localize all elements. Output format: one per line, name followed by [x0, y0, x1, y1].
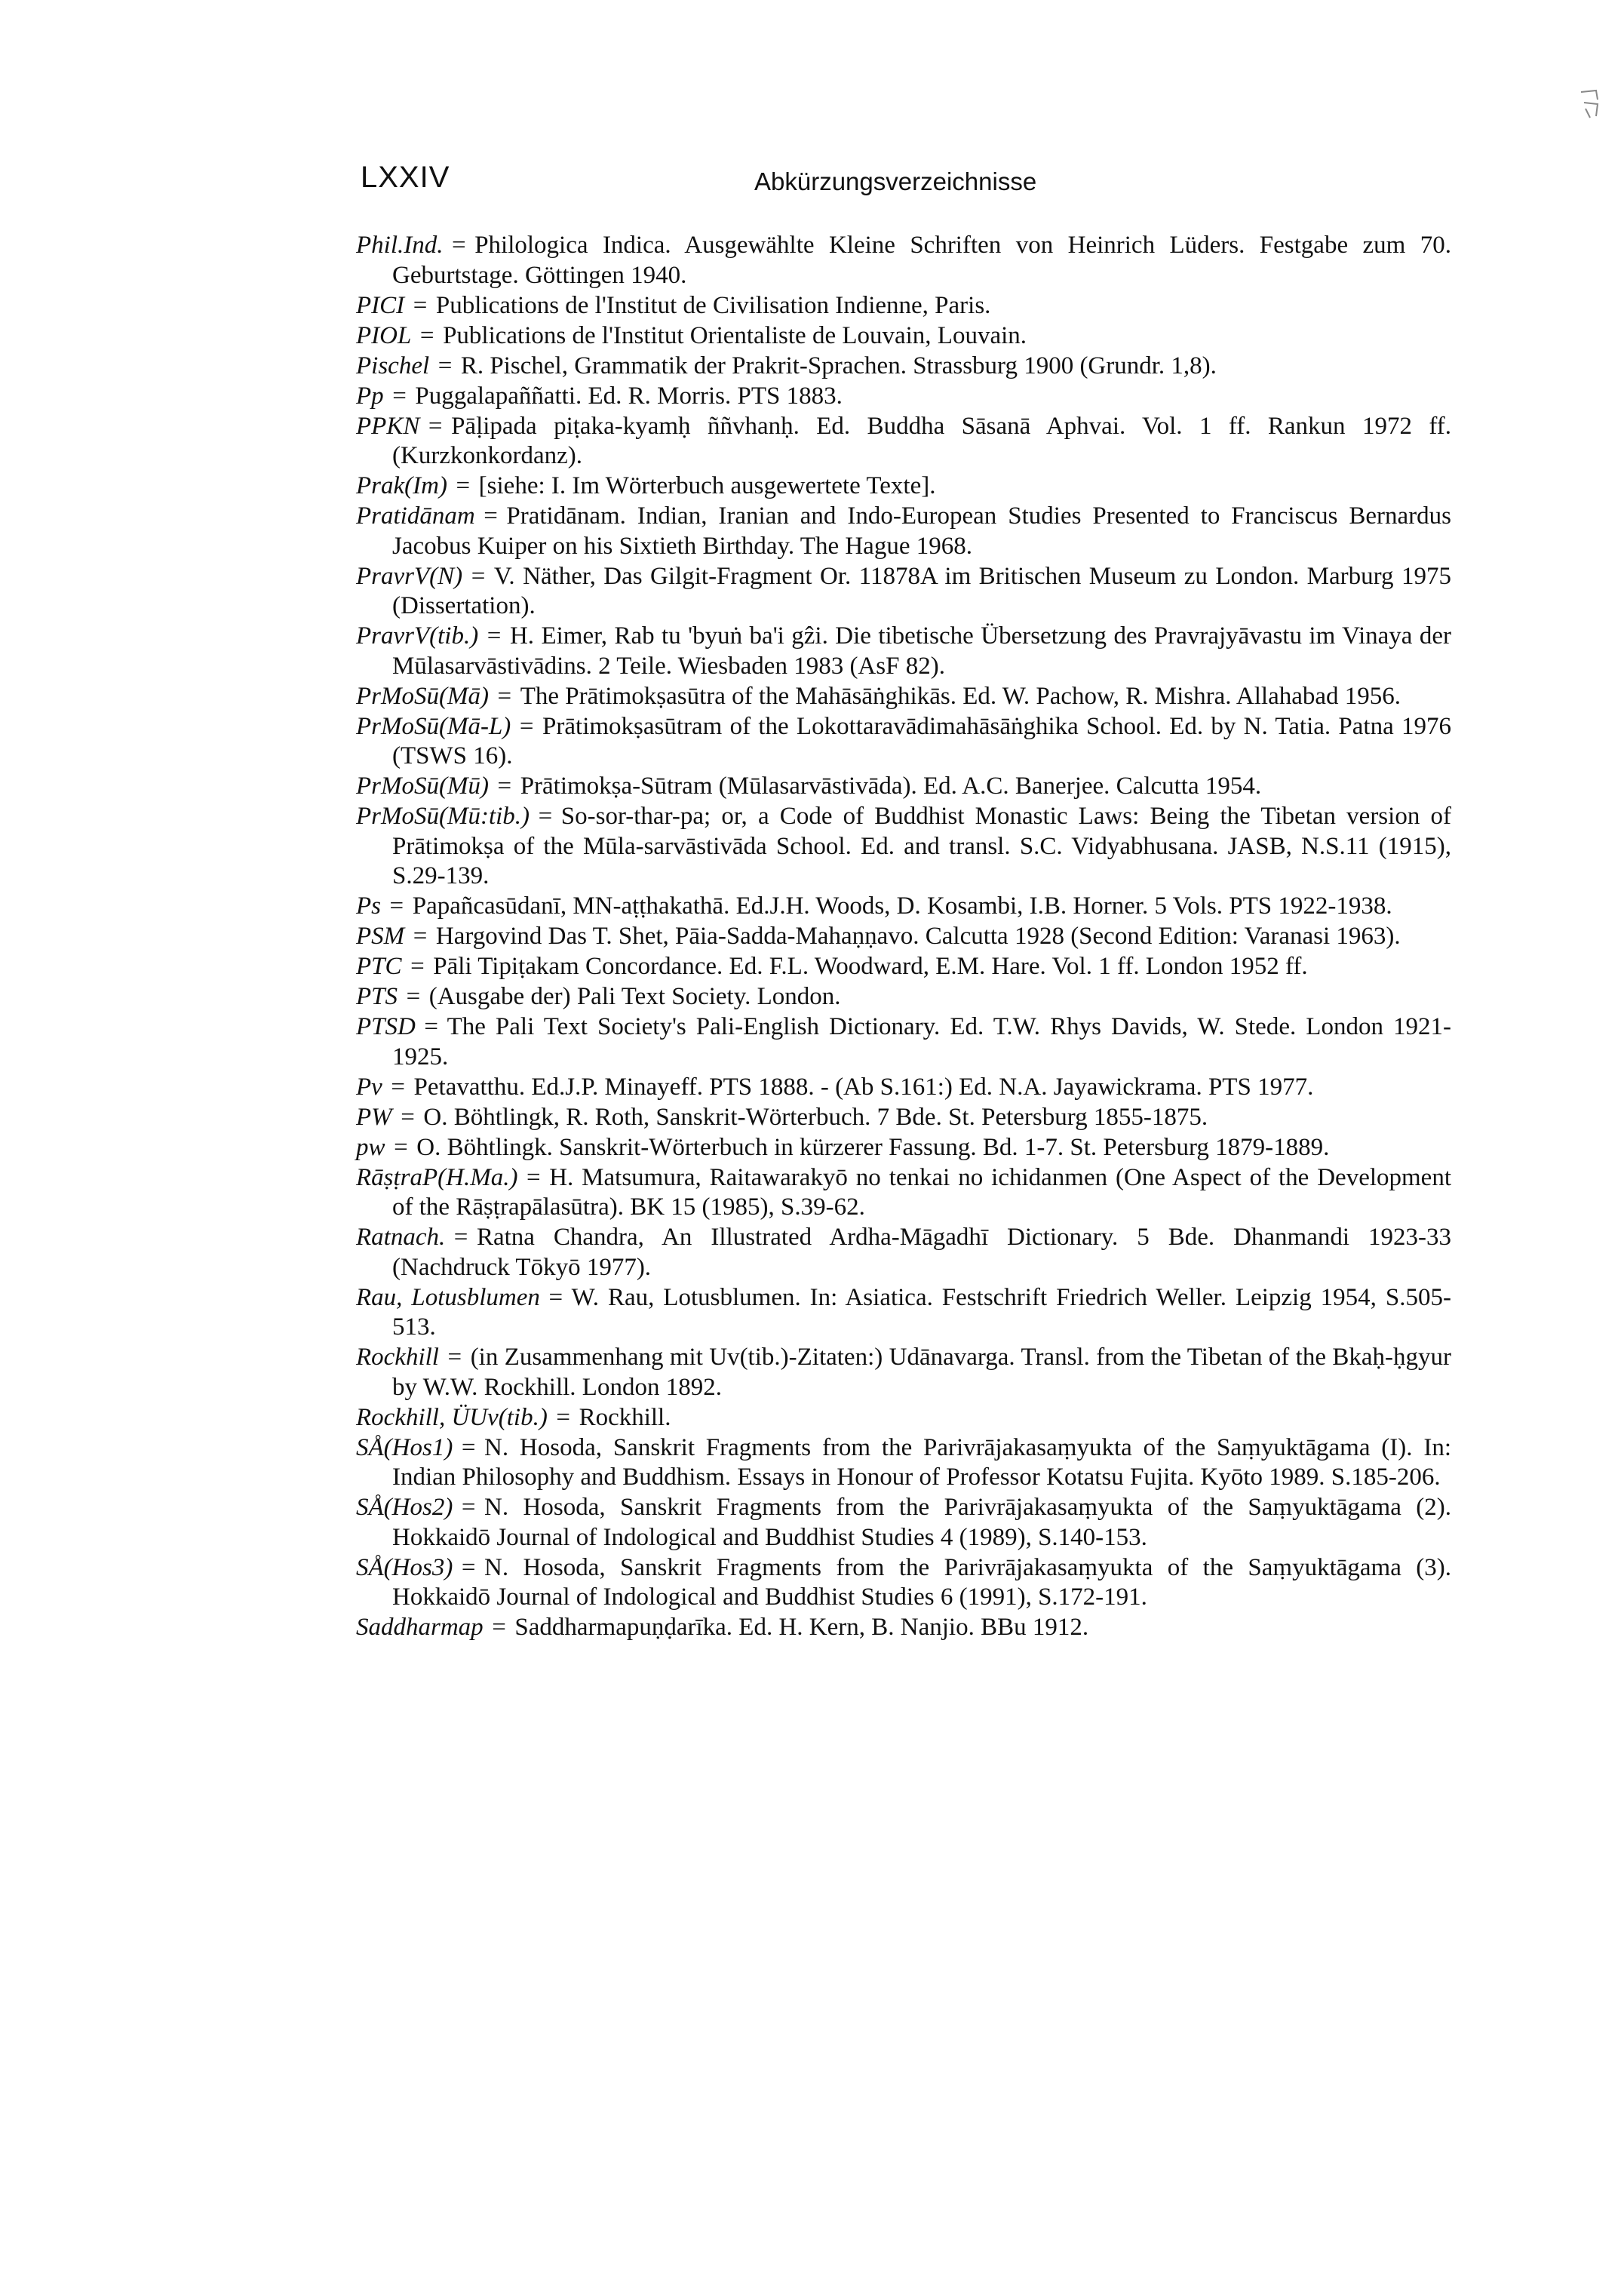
entry-equals-sign: = [413, 923, 428, 950]
abbreviation-entry [356, 1553, 1451, 1613]
entry-equals-sign: = [461, 1433, 476, 1461]
abbreviation-entry [356, 1283, 1451, 1343]
page-number: LXXIV [361, 161, 450, 194]
abbreviation-entry [356, 1223, 1451, 1282]
entry-definition: So-sor-thar-pa; or, a Code of Buddhist Monastic Laws: Being the Tibetan version of Prātimokṣa of the Mūla-sarvāstivāda School. Ed. and transl. S.C. Vidyabhusana. JASB, N.S.11 (1915), S.29-139. [392, 803, 1451, 889]
entry-equals-sign: = [424, 1013, 439, 1040]
abbreviation-entry [356, 922, 1451, 952]
entry-abbreviation: PrMoSū(Mā-L) [356, 712, 511, 740]
abbreviation-entry [356, 382, 1451, 412]
entry-equals-sign: = [401, 1103, 415, 1131]
entry-equals-sign: = [452, 232, 466, 259]
entry-definition: The Pali Text Society's Pali-English Dictionary. Ed. T.W. Rhys Davids, W. Stede. London 1921-1925. [392, 1013, 1451, 1070]
entry-equals-sign: = [487, 622, 502, 650]
entry-definition: H. Eimer, Rab tu 'byuṅ ba'i gẑi. Die tibetische Übersetzung des Pravrajyāvastu im Vinaya der Mūlasarvāstivādins. 2 Teile. Wiesbaden 1983 (AsF 82). [392, 622, 1451, 680]
entry-equals-sign: = [456, 472, 471, 499]
entry-definition: O. Böhtlingk, R. Roth, Sanskrit-Wörterbuch. 7 Bde. St. Petersburg 1855-1875. [423, 1103, 1208, 1131]
entry-abbreviation: PTC [356, 953, 402, 980]
entry-definition: Petavatthu. Ed.J.P. Minayeff. PTS 1888. - (Ab S.161:) Ed. N.A. Jayawickrama. PTS 1977. [413, 1073, 1314, 1101]
entry-definition: Rockhill. [579, 1403, 671, 1431]
entry-equals-sign: = [389, 892, 404, 920]
entry-definition: Pāli Tipiṭakam Concordance. Ed. F.L. Woodward, E.M. Hare. Vol. 1 ff. London 1952 ff. [433, 953, 1308, 980]
entry-abbreviation: Ps [356, 892, 381, 920]
entry-abbreviation: Phil.Ind. [356, 232, 444, 259]
entry-definition: Ratna Chandra, An Illustrated Ardha-Māgadhī Dictionary. 5 Bde. Dhanmandi 1923-33 (Nachdruck Tōkyō 1977). [392, 1224, 1451, 1281]
entry-abbreviation: Prak(Im) [356, 472, 447, 499]
abbreviation-entry [356, 712, 1451, 772]
entry-definition: Pāḷipada piṭaka-kyamḥ ññvhanḥ. Ed. Buddha Sāsanā Aphvai. Vol. 1 ff. Rankun 1972 ff. (Kurzkonkordanz). [392, 412, 1451, 469]
entry-definition: W. Rau, Lotusblumen. In: Asiatica. Festschrift Friedrich Weller. Leipzig 1954, S.505-513. [392, 1283, 1451, 1341]
running-head: Abkürzungsverzeichnisse [754, 167, 1037, 195]
entry-abbreviation: Pp [356, 382, 384, 410]
entry-equals-sign: = [410, 953, 425, 980]
abbreviation-entry [356, 1133, 1451, 1163]
entry-equals-sign: = [392, 382, 407, 410]
abbreviation-entry [356, 1403, 1451, 1433]
abbreviation-entry [356, 321, 1451, 352]
entry-abbreviation: PIOL [356, 321, 412, 349]
entry-equals-sign: = [394, 1133, 408, 1161]
entry-abbreviation: Ratnach. [356, 1224, 446, 1251]
entry-equals-sign: = [406, 983, 421, 1010]
abbreviation-entry [356, 1103, 1451, 1133]
entry-definition: N. Hosoda, Sanskrit Fragments from the Parivrājakasaṃyukta of the Saṃyuktāgama (I). In: Indian Philosophy and Buddhism. Essays in Honour of Professor Kotatsu Fujita. Kyōto 1989. S.185-206. [392, 1433, 1451, 1491]
abbreviation-entry [356, 682, 1451, 712]
entry-definition: O. Böhtlingk. Sanskrit-Wörterbuch in kürzerer Fassung. Bd. 1-7. St. Petersburg 1879-1889. [416, 1133, 1330, 1161]
entry-abbreviation: Pratidānam [356, 502, 475, 530]
entry-abbreviation: Pischel [356, 352, 430, 379]
abbreviation-entry [356, 622, 1451, 681]
entry-definition: Publications de l'Institut Orientaliste de Louvain, Louvain. [443, 321, 1027, 349]
entry-abbreviation: PICI [356, 291, 405, 319]
entry-abbreviation: Pv [356, 1073, 382, 1101]
entry-equals-sign: = [419, 321, 434, 349]
entry-definition: Hargovind Das T. Shet, Pāia-Sadda-Mahaṇṇavo. Calcutta 1928 (Second Edition: Varanasi 1963). [435, 923, 1401, 950]
entry-definition: (in Zusammenhang mit Uv(tib.)-Zitaten:) Udānavarga. Transl. from the Tibetan of the Bkaḥ-ḥgyur by W.W. Rockhill. London 1892. [392, 1344, 1451, 1401]
entry-equals-sign: = [492, 1614, 506, 1641]
entry-abbreviation: PSM [356, 923, 405, 950]
entry-equals-sign: = [391, 1073, 405, 1101]
entry-abbreviation: PravrV(N) [356, 562, 463, 590]
entry-abbreviation: SÅ(Hos3) [356, 1553, 453, 1581]
abbreviation-entry [356, 471, 1451, 502]
entry-abbreviation: PrMoSū(Mū) [356, 773, 489, 800]
abbreviation-entry [356, 562, 1451, 622]
entry-definition: N. Hosoda, Sanskrit Fragments from the Parivrājakasaṃyukta of the Saṃyuktāgama (2). Hokkaidō Journal of Indological and Buddhist Studies 4 (1989), S.140-153. [392, 1494, 1451, 1551]
entry-equals-sign: = [538, 803, 553, 830]
entry-abbreviation: PrMoSū(Mā) [356, 682, 489, 710]
entry-abbreviation: PravrV(tib.) [356, 622, 479, 650]
entry-definition: Prātimokṣasūtram of the Lokottaravādimahāsāṅghika School. Ed. by N. Tatia. Patna 1976 (TSWS 16). [392, 712, 1451, 769]
entry-definition: Saddharmapuṇḍarīka. Ed. H. Kern, B. Nanjio. BBu 1912. [514, 1614, 1089, 1641]
entry-abbreviation: Saddharmap [356, 1614, 484, 1641]
abbreviation-entry [356, 502, 1451, 561]
entry-equals-sign: = [453, 1224, 468, 1251]
entry-equals-sign: = [519, 712, 534, 740]
entry-definition: H. Matsumura, Raitawarakyō no tenkai no ichidanmen (One Aspect of the Development of the Rāṣṭrapālasūtra). BK 15 (1985), S.39-62. [392, 1163, 1451, 1221]
entry-definition: Philologica Indica. Ausgewählte Kleine Schriften von Heinrich Lüders. Festgabe zum 70. Geburtstage. Göttingen 1940. [392, 232, 1451, 289]
abbreviation-entry [356, 1493, 1451, 1553]
entry-definition: (Ausgabe der) Pali Text Society. London. [428, 983, 841, 1010]
abbreviation-entry [356, 231, 1451, 290]
entry-definition: [siehe: I. Im Wörterbuch ausgewertete Texte]. [478, 472, 936, 499]
abbreviation-entry [356, 352, 1451, 382]
abbreviation-entry [356, 802, 1451, 892]
entry-definition: V. Näther, Das Gilgit-Fragment Or. 11878A im Britischen Museum zu London. Marburg 1975 (Dissertation). [392, 562, 1451, 619]
entry-abbreviation: Rockhill [356, 1344, 439, 1371]
abbreviation-entry [356, 1012, 1451, 1072]
entry-abbreviation: pw [356, 1133, 385, 1161]
entry-equals-sign: = [497, 682, 512, 710]
entry-equals-sign: = [428, 412, 443, 440]
entry-abbreviation: SÅ(Hos2) [356, 1494, 453, 1521]
entry-equals-sign: = [497, 773, 512, 800]
abbreviation-entry [356, 892, 1451, 922]
entry-definition: R. Pischel, Grammatik der Prakrit-Sprachen. Strassburg 1900 (Grundr. 1,8). [460, 352, 1217, 379]
entry-equals-sign: = [484, 502, 498, 530]
entry-definition: Papañcasūdanī, MN-aṭṭhakathā. Ed.J.H. Woods, D. Kosambi, I.B. Horner. 5 Vols. PTS 1922-1938. [412, 892, 1392, 920]
entry-abbreviation: SÅ(Hos1) [356, 1433, 453, 1461]
entry-abbreviation: PPKN [356, 412, 420, 440]
entry-abbreviation: Rau, Lotusblumen [356, 1283, 540, 1311]
entry-equals-sign: = [461, 1494, 476, 1521]
entry-definition: Pratidānam. Indian, Iranian and Indo-European Studies Presented to Franciscus Bernardus Jacobus Kuiper on his Sixtieth Birthday. The Hague 1968. [392, 502, 1451, 560]
abbreviation-entry [356, 772, 1451, 802]
entry-abbreviation: PTSD [356, 1013, 416, 1040]
entry-equals-sign: = [526, 1163, 541, 1191]
abbreviation-entry [356, 1163, 1451, 1223]
entry-equals-sign: = [556, 1403, 571, 1431]
entry-definition: Puggalapaññatti. Ed. R. Morris. PTS 1883. [415, 382, 843, 410]
entry-equals-sign: = [461, 1553, 476, 1581]
entry-abbreviation: PrMoSū(Mū:tib.) [356, 803, 530, 830]
entry-definition: Prātimokṣa-Sūtram (Mūlasarvāstivāda). Ed. A.C. Banerjee. Calcutta 1954. [520, 773, 1262, 800]
entry-abbreviation: PTS [356, 983, 398, 1010]
entry-abbreviation: PW [356, 1103, 392, 1131]
entry-abbreviation: RāṣṭraP(H.Ma.) [356, 1163, 518, 1191]
entry-abbreviation: Rockhill, ÜUv(tib.) [356, 1403, 548, 1431]
abbreviation-list [356, 231, 1451, 1643]
abbreviation-entry [356, 952, 1451, 982]
abbreviation-entry [356, 1433, 1451, 1493]
scan-mark-icon [1579, 89, 1599, 119]
abbreviation-entry [356, 291, 1451, 321]
abbreviation-entry [356, 1073, 1451, 1103]
abbreviation-entry [356, 1613, 1451, 1643]
entry-definition: N. Hosoda, Sanskrit Fragments from the Parivrājakasaṃyukta of the Saṃyuktāgama (3). Hokkaidō Journal of Indological and Buddhist Studies 6 (1991), S.172-191. [392, 1553, 1451, 1611]
entry-equals-sign: = [413, 291, 428, 319]
entry-equals-sign: = [437, 352, 453, 379]
entry-equals-sign: = [447, 1344, 462, 1371]
abbreviation-entry [356, 982, 1451, 1012]
entry-definition: Publications de l'Institut de Civilisation Indienne, Paris. [435, 291, 991, 319]
entry-definition: The Prātimokṣasūtra of the Mahāsāṅghikās. Ed. W. Pachow, R. Mishra. Allahabad 1956. [520, 682, 1401, 710]
abbreviation-entry [356, 412, 1451, 471]
entry-equals-sign: = [471, 562, 486, 590]
abbreviation-entry [356, 1343, 1451, 1402]
entry-equals-sign: = [548, 1283, 563, 1311]
